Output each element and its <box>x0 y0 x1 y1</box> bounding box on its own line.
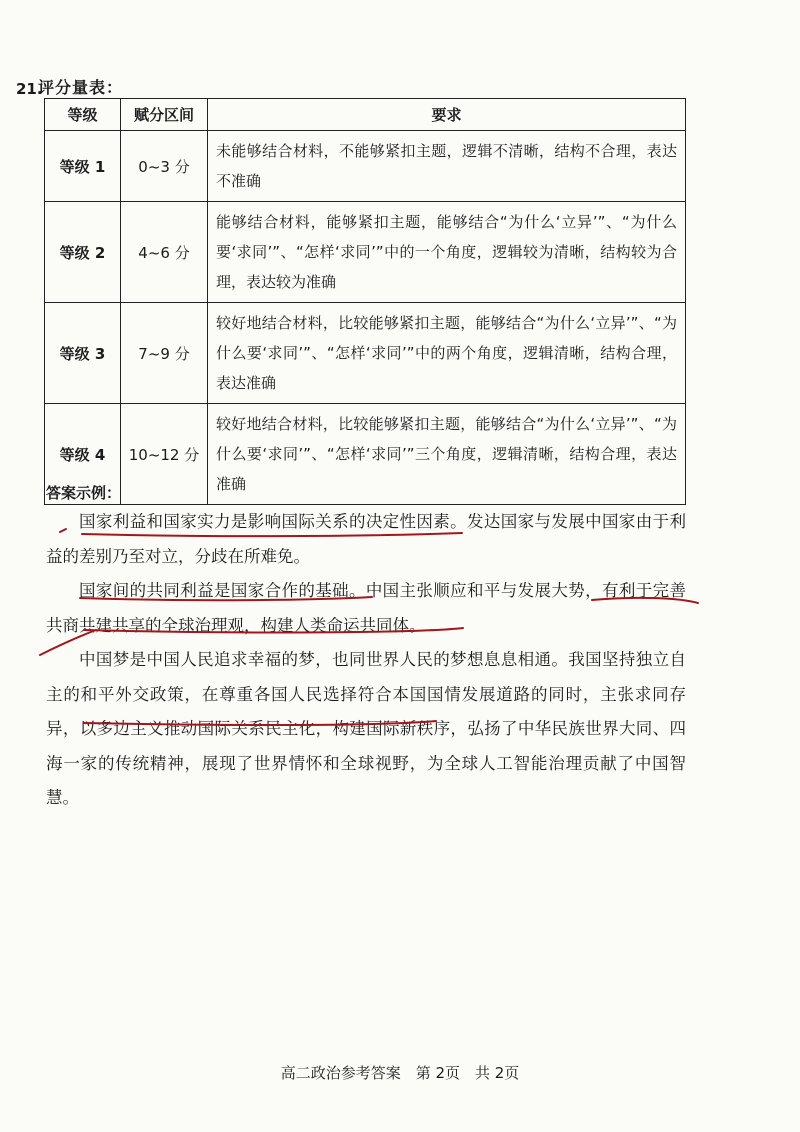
answer-paragraph-2: 国家间的共同利益是国家合作的基础。中国主张顺应和平与发展大势，有利于完善共商共建共享的全球治理观，构建人类命运共同体。 <box>46 581 686 635</box>
pen-underline <box>84 721 436 725</box>
pen-underline <box>82 533 462 536</box>
requirement-cell: 未能够结合材料，不能够紧扣主题，逻辑不清晰，结构不合理，表达不准确 <box>208 131 686 202</box>
rubric-title: 评分量表： <box>38 78 124 97</box>
answer-paragraph-3: 中国梦是中国人民追求幸福的梦，也同世界人民的梦想息息相通。我国坚持独立自主的和平外交政策，在尊重各国人民选择符合本国国情发展道路的同时，主张求同存异，以多边主义推动国际关系民主化，构建国际新秩序，弘扬了中华民族世界大同、四海一家的传统精神，展现了世界情怀和全球视野，为全球人工智能治理贡献了中国智慧。 <box>46 650 686 807</box>
requirement-cell: 能够结合材料，能够紧扣主题，能够结合“为什么‘立异’”、“为什么要‘求同’”、“怎样‘求同’”中的一个角度，逻辑较为清晰，结构较为合理，表达较为准确 <box>208 202 686 303</box>
level-cell: 等级 1 <box>45 131 121 202</box>
answer-paragraph-1: 国家利益和国家实力是影响国际关系的决定性因素。发达国家与发展中国家由于利益的差别乃至对立，分歧在所难免。 <box>46 512 686 566</box>
level-cell: 等级 3 <box>45 303 121 404</box>
range-cell: 0~3 分 <box>121 131 208 202</box>
range-cell: 4~6 分 <box>121 202 208 303</box>
level-cell: 等级 2 <box>45 202 121 303</box>
header-requirement: 要求 <box>208 99 686 131</box>
range-cell: 7~9 分 <box>121 303 208 404</box>
requirement-cell: 较好地结合材料，比较能够紧扣主题，能够结合“为什么‘立异’”、“为什么要‘求同’”、“怎样‘求同’”三个角度，逻辑清晰，结构合理，表达准确 <box>208 404 686 505</box>
level-cell: 等级 4 <box>45 404 121 505</box>
pen-underline <box>60 529 66 532</box>
question-number: 21. <box>16 80 43 98</box>
header-level: 等级 <box>45 99 121 131</box>
header-range: 赋分区间 <box>121 99 208 131</box>
requirement-cell: 较好地结合材料，比较能够紧扣主题，能够结合“为什么‘立异’”、“为什么要‘求同’”、“怎样‘求同’”中的两个角度，逻辑清晰，结构合理，表达准确 <box>208 303 686 404</box>
range-cell: 10~12 分 <box>121 404 208 505</box>
sample-answer-title: 答案示例： <box>46 484 122 502</box>
page-footer: 高二政治参考答案 第 2页 共 2页 <box>280 1064 520 1082</box>
pen-underline <box>84 628 463 632</box>
pen-underline <box>592 598 698 603</box>
pen-underline <box>40 630 96 655</box>
pen-underline <box>80 597 372 600</box>
